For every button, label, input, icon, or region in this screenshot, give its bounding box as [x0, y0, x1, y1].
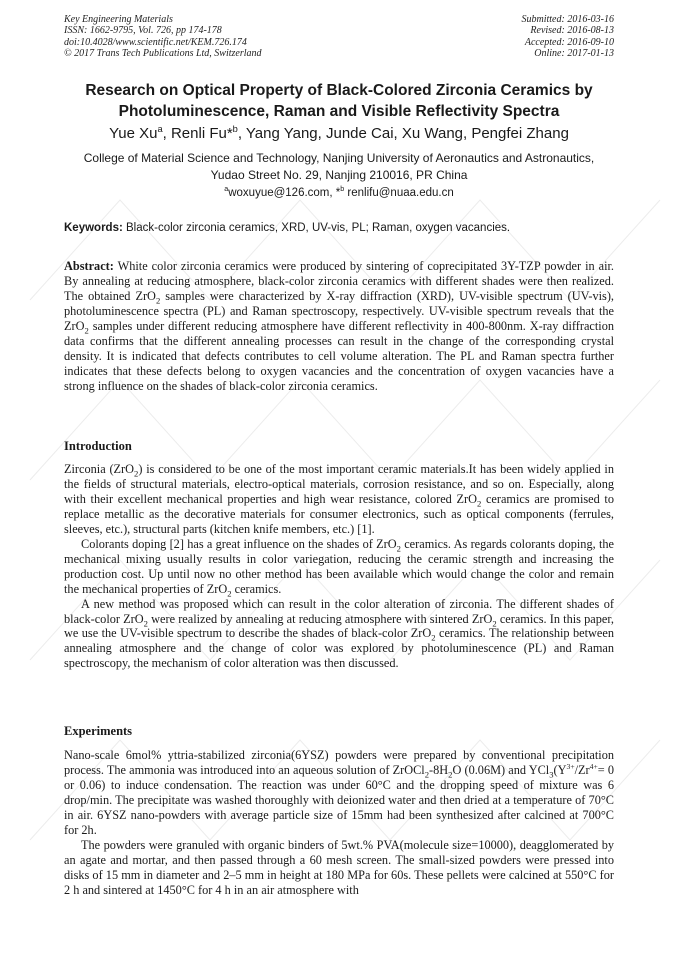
subscript: 2: [424, 769, 430, 780]
author-list: [40, 124, 638, 144]
affiliation-line-2: Yudao Street No. 29, Nanjing 210016, PR China: [210, 167, 468, 182]
submitted-date: Submitted: 2016-03-16: [521, 14, 614, 25]
doi-line: doi:10.4028/www.scientific.net/KEM.726.174: [64, 36, 247, 48]
affiliation-line-1: College of Material Science and Technology, Nanjing University of Aeronautics and Astronautics,: [83, 151, 595, 165]
dates-info: [522, 14, 615, 60]
online-date: Online: 2017-01-13: [534, 48, 614, 60]
email-a-sup: a: [224, 185, 229, 194]
keywords: [64, 220, 614, 236]
exp-paragraph-2: The powders were granuled with organic binders of 5wt.% PVA(molecule size=10000), deagglomerated by an agate and mortar, and then passed through a 60 mesh screen. The small-sized powders were pressed into disks of 15 mm in diameter and 2–5 mm in height at 180 MPa for 60s. These pellets were calcined at 550°C for 2 h and sintered at 1450°C for 4 h in an air atmosphere with: [64, 837, 614, 897]
experiments-body: [64, 748, 614, 898]
text: ) is considered to be one of the most important ceramic materials.It has been widely applied in the fields of structural materials, electro-optical materials, corrosion resistance, and so on. Especially, along with their excellent mechanical properties and high wear resistance, colored ZrO: [64, 462, 614, 506]
journal-info: [64, 14, 262, 60]
exp-paragraph-1: [64, 748, 614, 838]
abstract-text-2: samples were characterized by X-ray diffraction (XRD), UV-visible spectrum (UV-vis), photoluminescence spectra (PL) and Raman spectroscopy, respectively. UV-visible spectrum reveals that the ZrO: [64, 288, 614, 333]
abstract-text-3: samples under different reducing atmosphere have different reflectivity in 400-800nm. X-ray diffraction data confirms that the different annealing processes can result in the change of the corresponding crystal density. It is indicated that defects contributes to cell volume alteration. The PL and Raman spectra further indicates that these defects belong to oxygen vacancies and the concentration of oxygen vacancies have a strong influence on the shades of black-color zirconia ceramics.: [64, 318, 614, 393]
email-b-sup: b: [340, 185, 345, 194]
experiments-heading: Experiments: [64, 724, 133, 738]
text: Nano-scale 6mol% yttria-stabilized zirconia(6YSZ) powders were prepared by conventional precipitation process. The ammonia was introduced into an aqueous solution of ZrOCl: [64, 748, 614, 777]
copyright-line: © 2017 Trans Tech Publications Ltd, Switzerland: [64, 48, 262, 60]
text: ceramics.: [231, 581, 282, 596]
abstract-text-1: White color zirconia ceramics were produced by sintering of coprecipitated 3Y-TZP powder in air. By annealing at reducing atmosphere, black-color zirconia ceramics with different shades were then realized. The obtained ZrO: [64, 259, 614, 303]
intro-paragraph-2: [64, 537, 614, 597]
text: ceramics are promised to replace metallic as the decorative materials for consumer electronics, such as optical components (ferrules, sleeves, etc.), structural parts (kitchen knife members, etc.) [1].: [64, 491, 614, 536]
subscript: 2: [396, 543, 401, 554]
introduction-heading: Introduction: [64, 439, 132, 453]
subscript: 2: [134, 468, 139, 479]
subscript: 2: [143, 617, 148, 628]
text: Colorants doping [2] has a great influence on the shades of ZrO: [81, 536, 397, 551]
text: -8H: [429, 762, 449, 777]
text: = 0 or 0.06) to induce condensation. The reaction was under 60°C and the dropping speed of mixture was 6 drop/min. The precipitate was washed thoroughly with deionized water and then dried at a temperature of 70°C in air. 6YSZ nano-powders with average particle size of 15mm had been synthesized after calcined at 700°C for 2h.: [64, 762, 614, 837]
subscript: 2: [155, 295, 161, 306]
text: A new method was proposed which can result in the color alteration of zirconia. The different shades of black-color ZrO: [64, 596, 614, 626]
abstract-label: Abstract:: [64, 259, 114, 273]
text: /Zr: [574, 762, 590, 777]
paper-title: [40, 80, 638, 122]
introduction-body: [64, 462, 614, 671]
author-1-sup: a: [157, 124, 163, 134]
subscript: 2: [448, 769, 453, 780]
keywords-label: Keywords:: [64, 222, 123, 234]
revised-date: Revised: 2016-08-13: [530, 25, 614, 37]
issn-line: ISSN: 1662-9795, Vol. 726, pp 174-178: [64, 25, 222, 37]
title-line-2: Photoluminescence, Raman and Visible Reflectivity Spectra: [118, 103, 560, 120]
author-emails: [40, 185, 638, 201]
affiliation: [40, 150, 638, 183]
abstract: [64, 259, 614, 394]
other-authors: , Yang Yang, Junde Cai, Xu Wang, Pengfei Zhang: [237, 125, 569, 142]
text: O (0.06M) and YCl: [452, 762, 550, 777]
text: were realized by annealing at reducing atmosphere with sintered ZrO: [147, 611, 493, 626]
email-a: woxuyue@126.com, *: [228, 187, 341, 199]
intro-paragraph-3: [64, 597, 614, 672]
author-2: , Renli Fu*: [162, 125, 233, 142]
keywords-text: Black-color zirconia ceramics, XRD, UV-vis, PL; Raman, oxygen vacancies.: [122, 222, 511, 234]
subscript: 3: [549, 769, 554, 780]
accepted-date: Accepted: 2016-09-10: [524, 36, 614, 48]
text: (Y: [553, 762, 567, 777]
subscript: 2: [84, 325, 89, 336]
text: ceramics. The relationship between annealing atmosphere and the change of color was explored by photoluminescence (PL) and Raman spectroscopy, the mechanism of color alteration was then discussed.: [64, 626, 614, 671]
text: ceramics. In this paper, we use the UV-visible spectrum to describe the shades of black-color ZrO: [64, 611, 614, 641]
superscript: 4+: [589, 761, 598, 771]
email-b: renlifu@nuaa.edu.cn: [344, 187, 454, 199]
text: Zirconia (ZrO: [64, 462, 135, 476]
author-2-sup: b: [232, 124, 238, 134]
subscript: 2: [227, 588, 232, 599]
journal-name: Key Engineering Materials: [64, 14, 173, 25]
text: ceramics. As regards colorants doping, the mechanical mixing usually results in color variegation, reducing the ceramic strength and increasing the production cost. Up until now no other method has been available which would change the color and remain the mechanical properties of ZrO: [64, 536, 614, 596]
subscript: 2: [431, 632, 436, 643]
intro-paragraph-1: [64, 462, 614, 537]
subscript: 2: [492, 617, 497, 628]
subscript: 2: [476, 498, 482, 509]
superscript: 3+: [566, 761, 575, 771]
title-line-1: Research on Optical Property of Black-Colored Zirconia Ceramics by: [85, 82, 593, 99]
author-1: Yue Xu: [109, 125, 158, 142]
